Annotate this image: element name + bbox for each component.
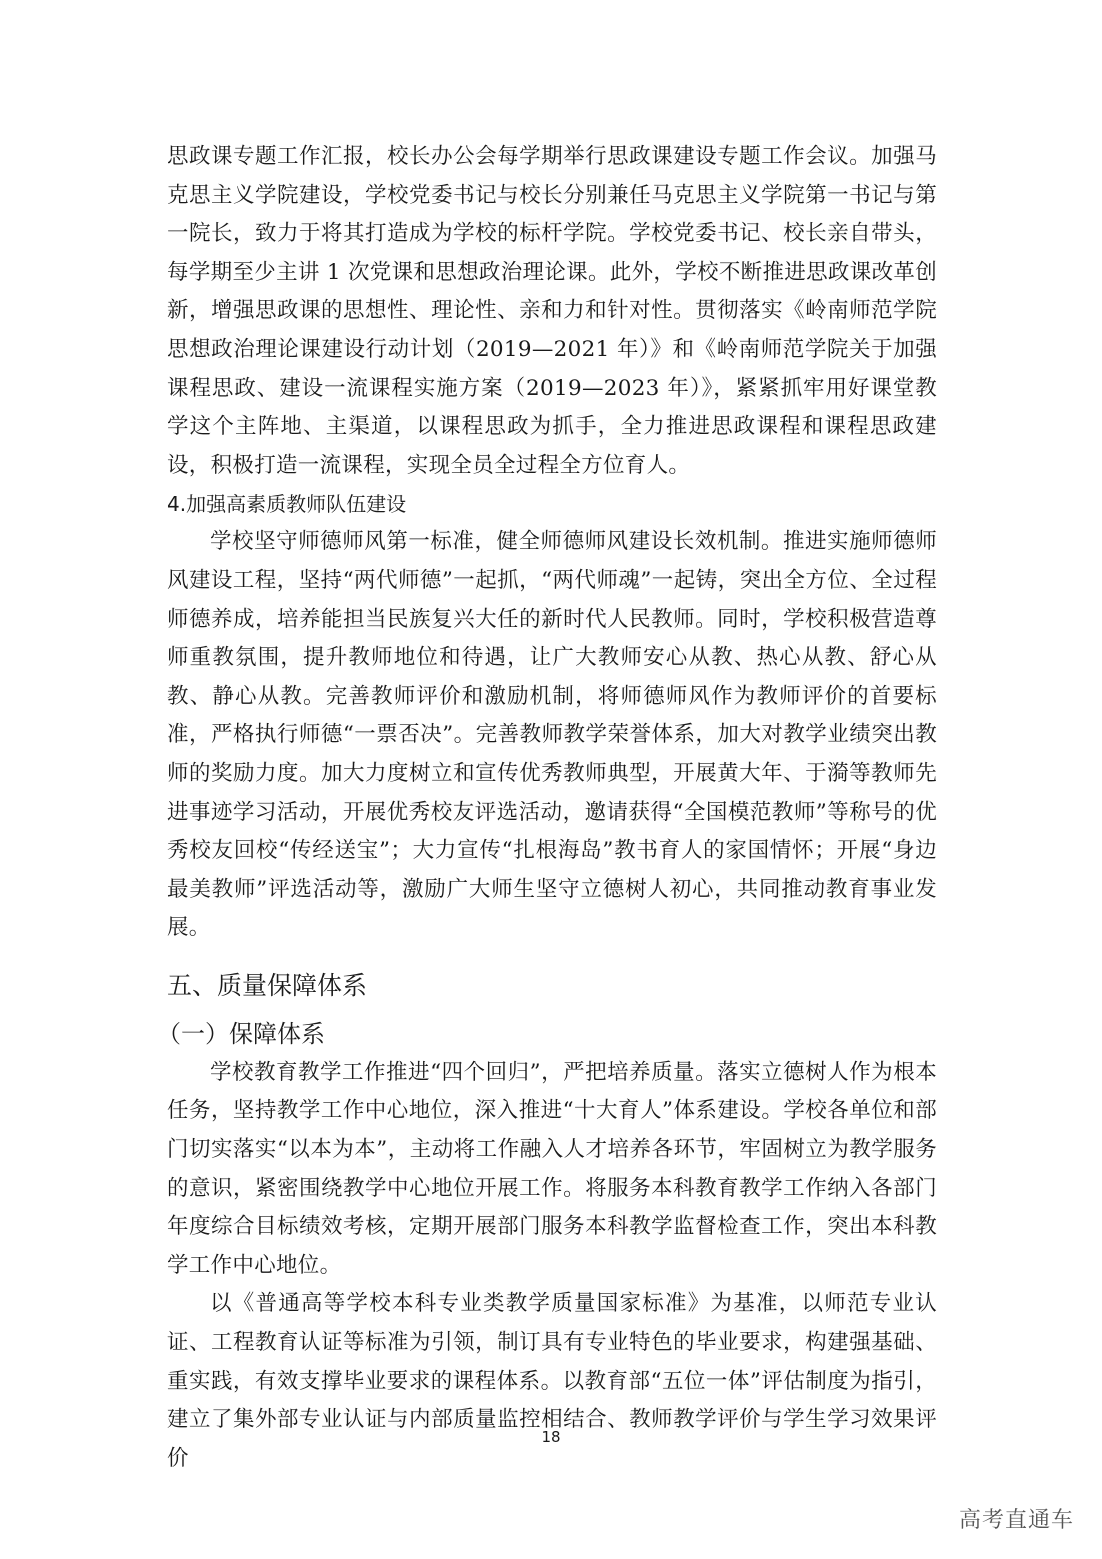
watermark-text: 高考直通车 bbox=[958, 1508, 1074, 1533]
paragraph-ideological-course: 思政课专题工作汇报，校长办公会每学期举行思政课建设专题工作会议。加强马克思主义学院建设，学校党委书记与校长分别兼任马克思主义学院第一书记与第一院长，致力于将其打造成为学校的标杆学院。学校党委书记、校长亲自带头，每学期至少主讲 1 次党课和思想政治理论课。此外，学校不断推进思政课改革创新，增强思政课的思想性、理论性、亲和力和针对性。贯彻落实《岭南师范学院思想政治理论课建设行动计划（2019—2021 年）》和《岭南师范学院关于加强课程思政、建设一流课程实施方案（2019—2023 年）》，紧紧抓牢用好课堂教学这个主阵地、主渠道，以课程思政为抓手，全力推进思政课程和课程思政建设，积极打造一流课程，实现全员全过程全方位育人。 bbox=[167, 144, 937, 478]
paragraph-national-standards: 以《普通高等学校本科专业类教学质量国家标准》为基准，以师范专业认证、工程教育认证等标准为引领，制订具有专业特色的毕业要求，构建强基础、重实践，有效支撑毕业要求的课程体系。以教育部“五位一体”评估制度为指引，建立了集外部专业认证与内部质量监控相结合、教师教学评价与学生学习效果评价 bbox=[167, 1291, 937, 1471]
page-number: 18 bbox=[541, 1428, 561, 1446]
subsection-title-assurance-system: （一）保障体系 bbox=[157, 1019, 325, 1048]
paragraph-four-returns: 学校教育教学工作推进“四个回归”，严把培养质量。落实立德树人作为根本任务，坚持教学工作中心地位，深入推进“十大育人”体系建设。学校各单位和部门切实落实“以本为本”，主动将工作融入人才培养各环节，牢固树立为教学服务的意识，紧密围绕教学中心地位开展工作。将服务本科教育教学工作纳入各部门年度综合目标绩效考核，定期开展部门服务本科教学监督检查工作，突出本科教学工作中心地位。 bbox=[167, 1059, 937, 1278]
paragraph-teacher-ethics: 学校坚守师德师风第一标准，健全师德师风建设长效机制。推进实施师德师风建设工程，坚持“两代师德”一起抓，“两代师魂”一起铸，突出全方位、全过程师德养成，培养能担当民族复兴大任的新时代人民教师。同时，学校积极营造尊师重教氛围，提升教师地位和待遇，让广大教师安心从教、热心从教、舒心从教、静心从教。完善教师评价和激励机制，将师德师风作为教师评价的首要标准，严格执行师德“一票否决”。完善教师教学荣誉体系，加大对教学业绩突出教师的奖励力度。加大力度树立和宣传优秀教师典型，开展黄大年、于漪等教师先进事迹学习活动，开展优秀校友评选活动，邀请获得“全国模范教师”等称号的优秀校友回校“传经送宝”；大力宣传“扎根海岛”教书育人的家国情怀；开展“身边最美教师”评选活动等，激励广大师生坚守立德树人初心，共同推动教育事业发展。 bbox=[167, 529, 937, 941]
section-title-quality-assurance: 五、质量保障体系 bbox=[167, 970, 368, 1000]
heading-teacher-team: 4.加强高素质教师队伍建设 bbox=[167, 492, 407, 517]
page-body bbox=[157, 138, 937, 1478]
